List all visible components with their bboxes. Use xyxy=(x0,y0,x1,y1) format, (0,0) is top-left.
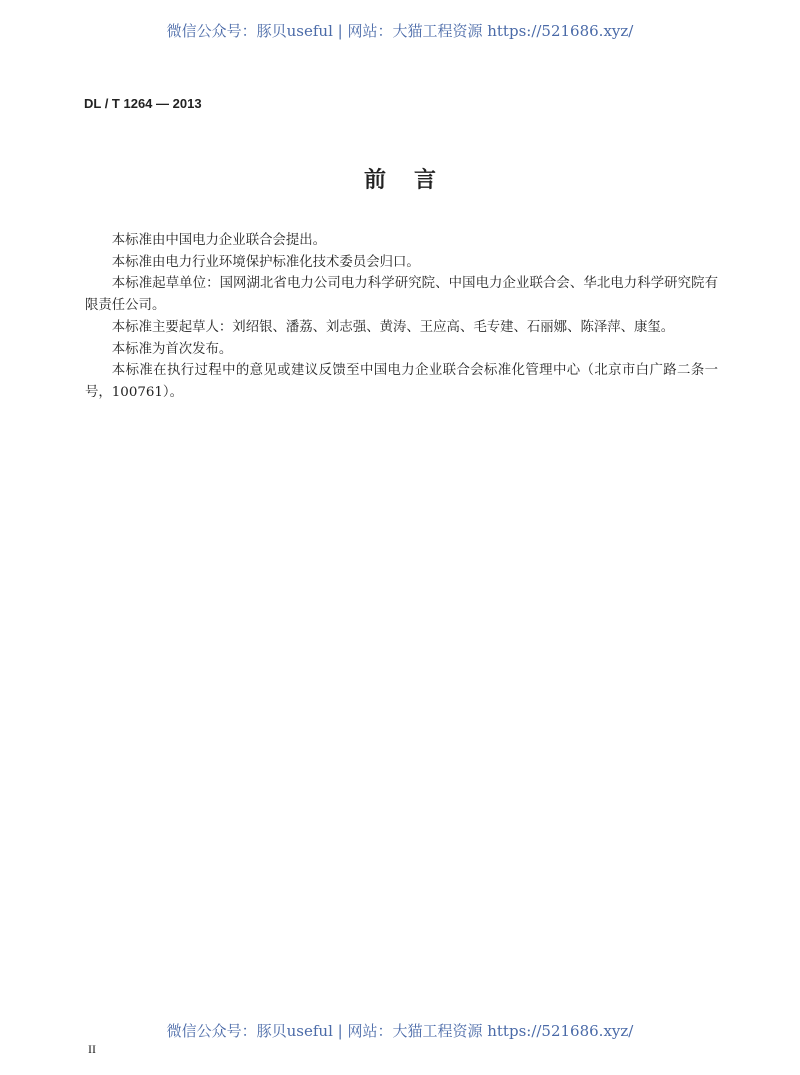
paragraph: 本标准在执行过程中的意见或建议反馈至中国电力企业联合会标准化管理中心（北京市白广路二条一号，100761）。 xyxy=(85,363,718,400)
paragraph: 本标准起草单位：国网湖北省电力公司电力科学研究院、中国电力企业联合会、华北电力科学研究院有限责任公司。 xyxy=(85,276,718,314)
foreword-body xyxy=(85,230,718,404)
paragraph: 本标准由电力行业环境保护标准化技术委员会归口。 xyxy=(111,254,420,270)
paragraph: 本标准由中国电力企业联合会提出。 xyxy=(111,233,327,248)
page-number: II xyxy=(88,1042,96,1056)
paragraph: 本标准为首次发布。 xyxy=(111,341,233,357)
page-title: 前言 xyxy=(363,167,464,193)
standard-code: DL / T 1264 — 2013 xyxy=(84,96,202,111)
watermark-top: 微信公众号：豚贝useful | 网站：大猫工程资源 https://521686.xyz/ xyxy=(166,22,634,40)
watermark-bottom: 微信公众号：豚贝useful | 网站：大猫工程资源 https://521686.xyz/ xyxy=(166,1022,634,1040)
paragraph: 本标准主要起草人：刘绍银、潘荔、刘志强、黄涛、王应高、毛专建、石丽娜、陈泽萍、康玺。 xyxy=(111,319,675,335)
